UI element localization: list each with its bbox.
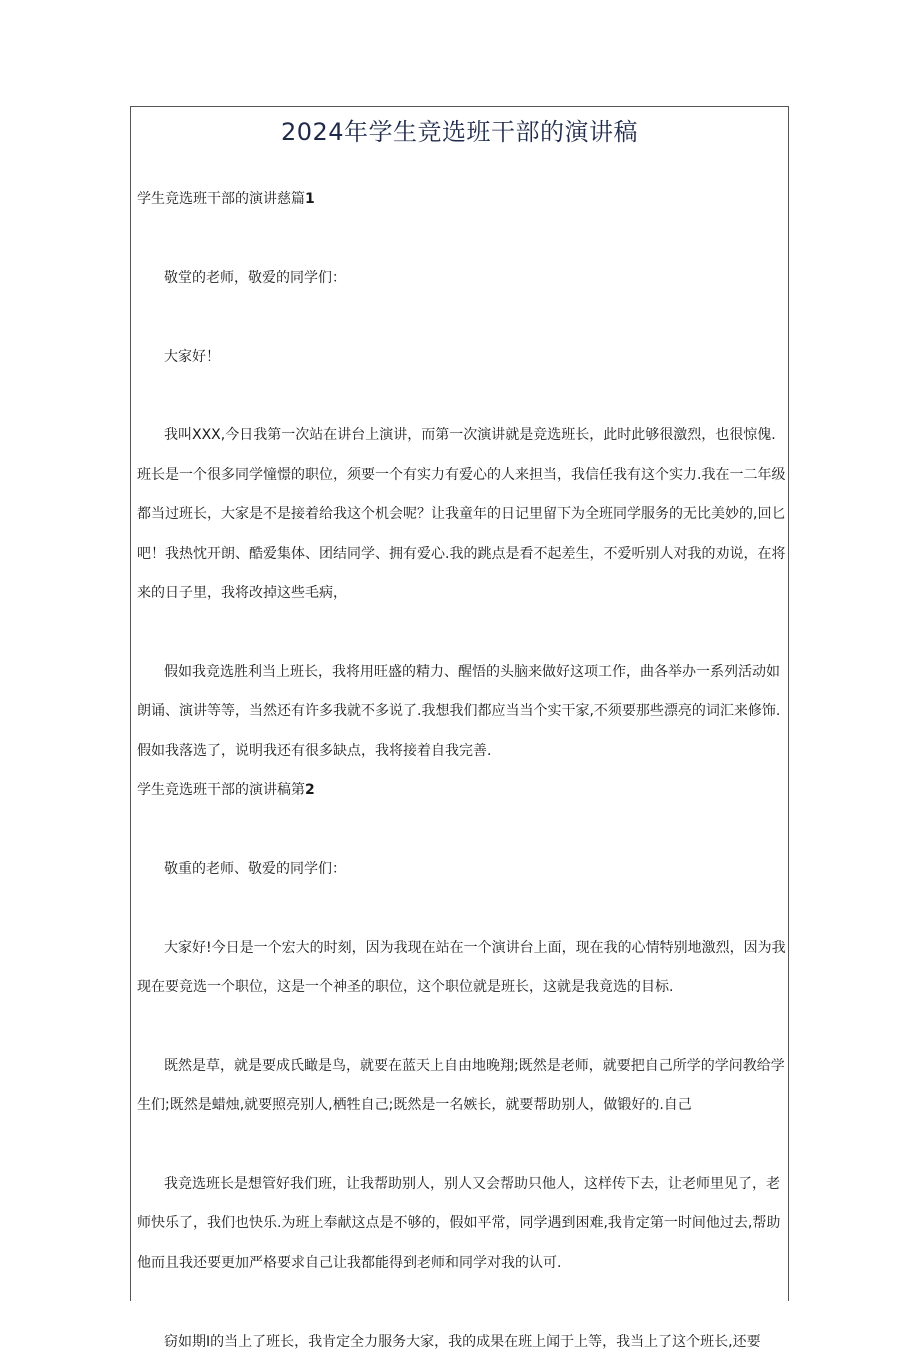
paragraph: 我叫XXX,今日我第一次站在讲台上演讲，而第一次演讲就是竞选班长，此时此够很激烈，也很惊傀.班长是一个很多同学憧憬的职位，须要一个有实力有爱心的人来担当，我信任我有这个实力.我在一二年级都当过班长，大家是不是接着给我这个机会呢？让我童年的日记里留下为全班同学服务的无比美妙的,回匕吧！我热忱开朗、酷爱集体、团结同学、拥有爱心.我的跳点是看不起差生，不爱听别人对我的劝说，在将来的日子里，我将改掉这些毛病， — [137, 427, 786, 602]
paragraph: 敬堂的老师，敬爱的同学们： — [164, 269, 346, 286]
document-title: 2024年学生竞选班干部的演讲稿 — [280, 118, 639, 146]
section-heading-number: 2 — [305, 782, 315, 799]
section-heading-1 — [137, 180, 789, 219]
section-heading-text: 学生竞选班干部的演讲慈篇 — [137, 191, 305, 207]
paragraph: 大家好！ — [164, 348, 220, 365]
paragraph: 大家好!今日是一个宏大的时刻，因为我现在站在一个演讲台上面，现在我的心情特别地激烈，因为我现在要竞选一个职位，这是一个神圣的职位，这个职位就是班长，这就是我竟选的目标. — [137, 939, 786, 996]
paragraph: 假如我竞选胜利当上班长，我将用旺盛的精力、醒悟的头脑来做好这项工作，曲各举办一系列活动如朗诵、演讲等等，当然还有许多我就不多说了.我想我们都应当当个实干家,不须要那些漂亮的词汇来修饰.假如我落选了，说明我还有很多缺点，我将接着自我完善. — [137, 663, 781, 759]
document-body — [137, 180, 789, 1362]
paragraph: 我竞选班长是想管好我们班，让我帮助别人，别人又会帮助只他人，这样传下去，让老师里见了，老师快乐了，我们也快乐.为班上奉献这点是不够的，假如平常，同学遇到困难,我肯定第一时间他过去,帮助他而且我还要更加严格要求自己让我都能得到老师和同学对我的认可. — [137, 1176, 781, 1271]
section-heading-2 — [137, 771, 789, 810]
paragraph: 敬重的老师、敬爱的同学们： — [164, 860, 346, 877]
paragraph: 既然是草，就是要成氏瞰是鸟，就要在蓝天上自由地晚翔;既然是老师，就要把自己所学的学问教给学生们;既然是蜡烛,就要照亮别人,栖牲自己;既然是一名嫉长，就要帮助别人，做锻好的.自己 — [137, 1057, 785, 1114]
section-heading-text: 学生竞选班干部的演讲稿第 — [137, 782, 305, 799]
section-heading-number: 1 — [305, 191, 315, 207]
paragraph: 窃如期I的当上了班长，我肯定全力服务大家，我的成果在班上闻于上等，我当上了这个班长,还要 — [164, 1333, 761, 1350]
